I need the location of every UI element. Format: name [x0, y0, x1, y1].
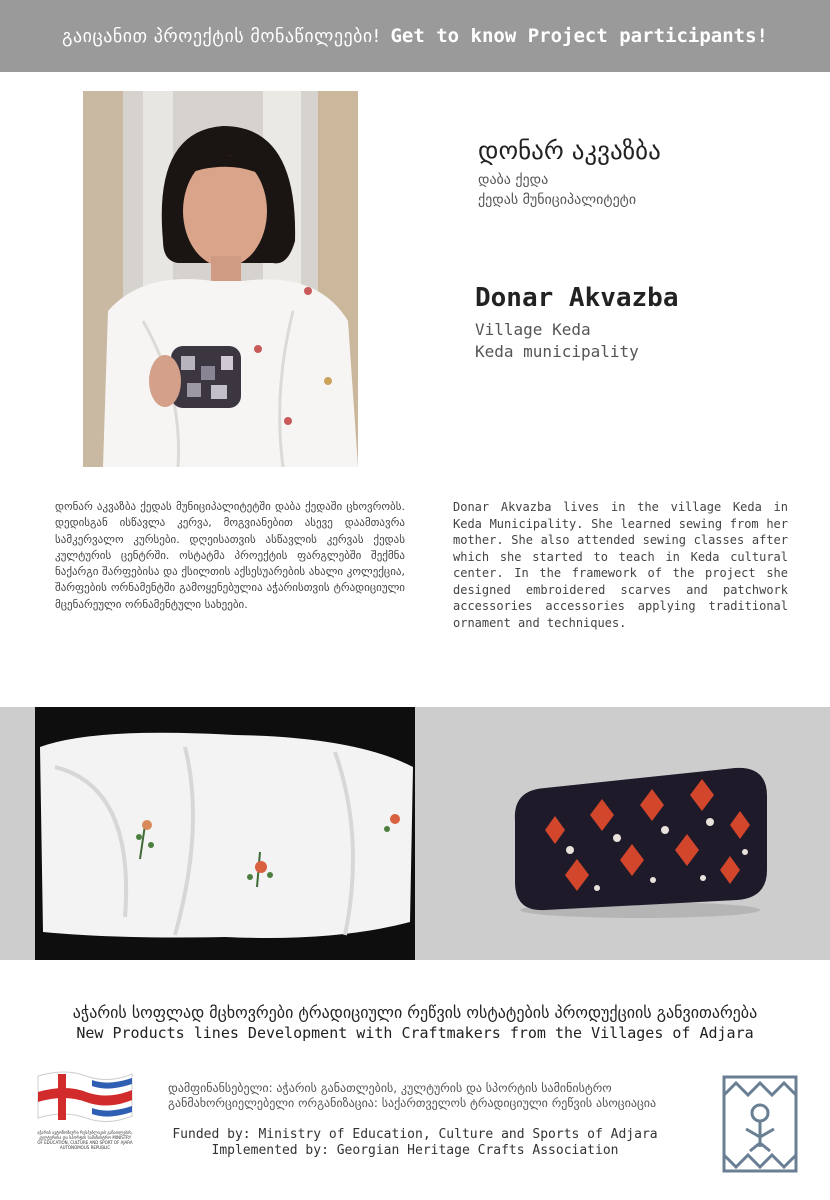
participant-village-en: Village Keda [475, 320, 591, 339]
participant-name-en: Donar Akvazba [475, 283, 679, 313]
implemented-by-geo: განმახორციელებელი ორგანიზაცია: საქართველოს ტრადიციული რეწვის ასოციაცია [168, 1096, 657, 1110]
header-banner [0, 0, 830, 72]
header-title-en: Get to know Project participants! [390, 25, 768, 47]
participant-municipality-en: Keda municipality [475, 342, 639, 361]
biography-en: Donar Akvazba lives in the village Keda in Keda Municipality. She learned sewing from her mother. She also attended sewing classes after which she started to teach in Keda cultural center. In the framework of the project she designed embroidered scarves and patchwork accessories accessories applying traditional ornament and techniques. [453, 500, 788, 630]
header-title-geo: გაიცანით პროექტის მონაწილეები! [62, 25, 381, 47]
implemented-by-en: Implemented by: Georgian Heritage Crafts Association [211, 1143, 619, 1158]
project-title-en: New Products lines Development with Craftmakers from the Villages of Adjara [76, 1024, 754, 1042]
participant-municipality-geo: ქედას მუნიციპალიტეტი [478, 192, 637, 208]
participant-village-geo: დაბა ქედა [478, 172, 549, 188]
participant-portrait [83, 91, 358, 467]
funded-by-en: Funded by: Ministry of Education, Culture and Sports of Adjara [172, 1127, 658, 1142]
participant-name-geo: დონარ აკვაზბა [478, 136, 661, 165]
funded-by-geo: დამფინანსებელი: აჭარის განათლების, კულტურის და სპორტის სამინისტრო [168, 1081, 612, 1095]
patchwork-pouch-photo [505, 760, 775, 920]
heritage-crafts-logo [722, 1075, 798, 1173]
ministry-logo-caption: აჭარის ავტონომიური რესპუბლიკის განათლების, კულტურისა და სპორტის სამინისტრო MINISTRY OF EDUCATION, CULTURE AND SPORT OF AJARA AUTONOMOUS REPUBLIC [37, 1130, 133, 1150]
biography-geo: დონარ აკვაზბა ქედას მუნიციპალიტეტში დაბა ქედაში ცხოვრობს. დედისგან ისწავლა კერვა, მოგვიანებით ასევე დაამთავრა სამკერვალო კურსები. დღეისათვის ასწავლის კერვას ქედას კულტურის ცენტრში. ოსტატმა პროექტის ფარგლებში შექმნა ნაქარგი შარფებისა და ქსილთის აქსესუარების ახალი კოლექცია, შარფების ორნამენტში გამოყენებულია აჭარისთვის ტრადიციული მცენარეული ორნამენტული სახეები. [55, 500, 405, 611]
embroidered-scarf-photo [35, 707, 415, 960]
project-title-geo: აჭარის სოფლად მცხოვრები ტრადიციული რეწვის ოსტატების პროდუქციის განვითარება [72, 1003, 758, 1022]
